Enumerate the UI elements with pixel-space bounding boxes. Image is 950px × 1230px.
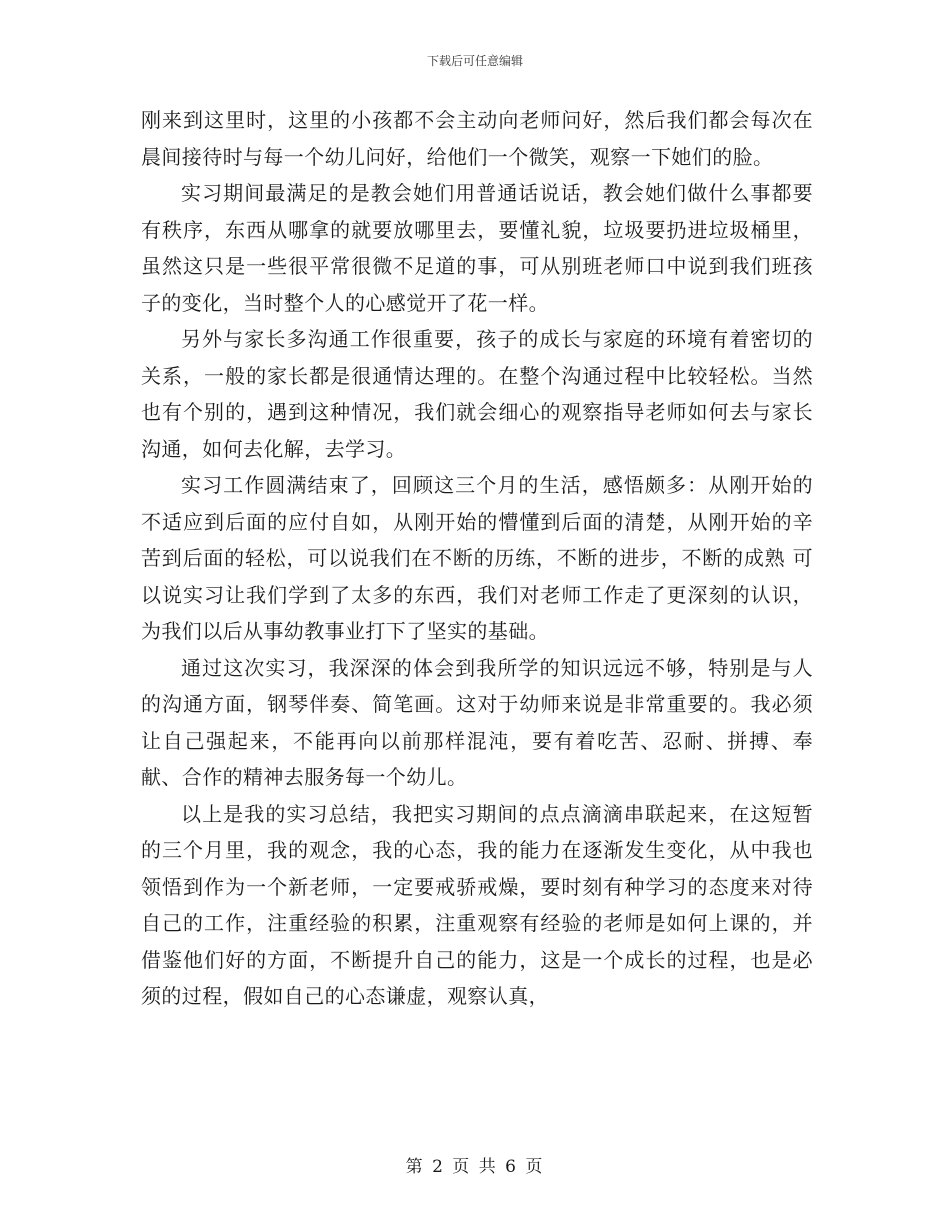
document-body bbox=[141, 102, 813, 1015]
page-header: 下载后可任意编辑 bbox=[426, 54, 523, 68]
paragraph: 另外与家长多沟通工作很重要，孩子的成长与家庭的环境有着密切的关系，一般的家长都是很通情达理的。在整个沟通过程中比较轻松。当然也有个别的，遇到这种情况，我们就会细心的观察指导老师如何去与家长沟通，如何去化解，去学习。 bbox=[141, 327, 813, 461]
paragraph: 实习期间最满足的是教会她们用普通话说话，教会她们做什么事都要有秩序，东西从哪拿的就要放哪里去，要懂礼貌，垃圾要扔进垃圾桶里，虽然这只是一些很平常很微不足道的事，可从别班老师口中说到我们班孩子的变化，当时整个人的心感觉开了花一样。 bbox=[141, 181, 813, 315]
paragraph: 实习工作圆满结束了，回顾这三个月的生活，感悟颇多：从刚开始的不适应到后面的应付自如，从刚开始的懵懂到后面的清楚，从刚开始的辛苦到后面的轻松，可以说我们在不断的历练，不断的进步，不断的成熟 可以说实习让我们学到了太多的东西，我们对老师工作走了更深刻的认识，为我们以后从事幼教事业打下了坚实的基础。 bbox=[141, 473, 813, 643]
paragraph: 通过这次实习，我深深的体会到我所学的知识远远不够，特别是与人的沟通方面，钢琴伴奏、简笔画。这对于幼师来说是非常重要的。我必须让自己强起来，不能再向以前那样混沌，要有着吃苦、忍耐、拼搏、奉献、合作的精神去服务每一个幼儿。 bbox=[141, 655, 813, 789]
paragraph: 以上是我的实习总结，我把实习期间的点点滴滴串联起来，在这短暂的三个月里，我的观念，我的心态，我的能力在逐渐发生变化，从中我也领悟到作为一个新老师，一定要戒骄戒燥，要时刻有种学习的态度来对待自己的工作，注重经验的积累，注重观察有经验的老师是如何上课的，并借鉴他们好的方面，不断提升自己的能力，这是一个成长的过程，也是必须的过程，假如自己的心态谦虚，观察认真， bbox=[141, 801, 813, 1008]
page-number-footer: 第 2 页 共 6 页 bbox=[405, 1157, 545, 1177]
paragraph-continued: 刚来到这里时，这里的小孩都不会主动向老师问好，然后我们都会每次在晨间接待时与每一个幼儿问好，给他们一个微笑，观察一下她们的脸。 bbox=[141, 108, 813, 169]
